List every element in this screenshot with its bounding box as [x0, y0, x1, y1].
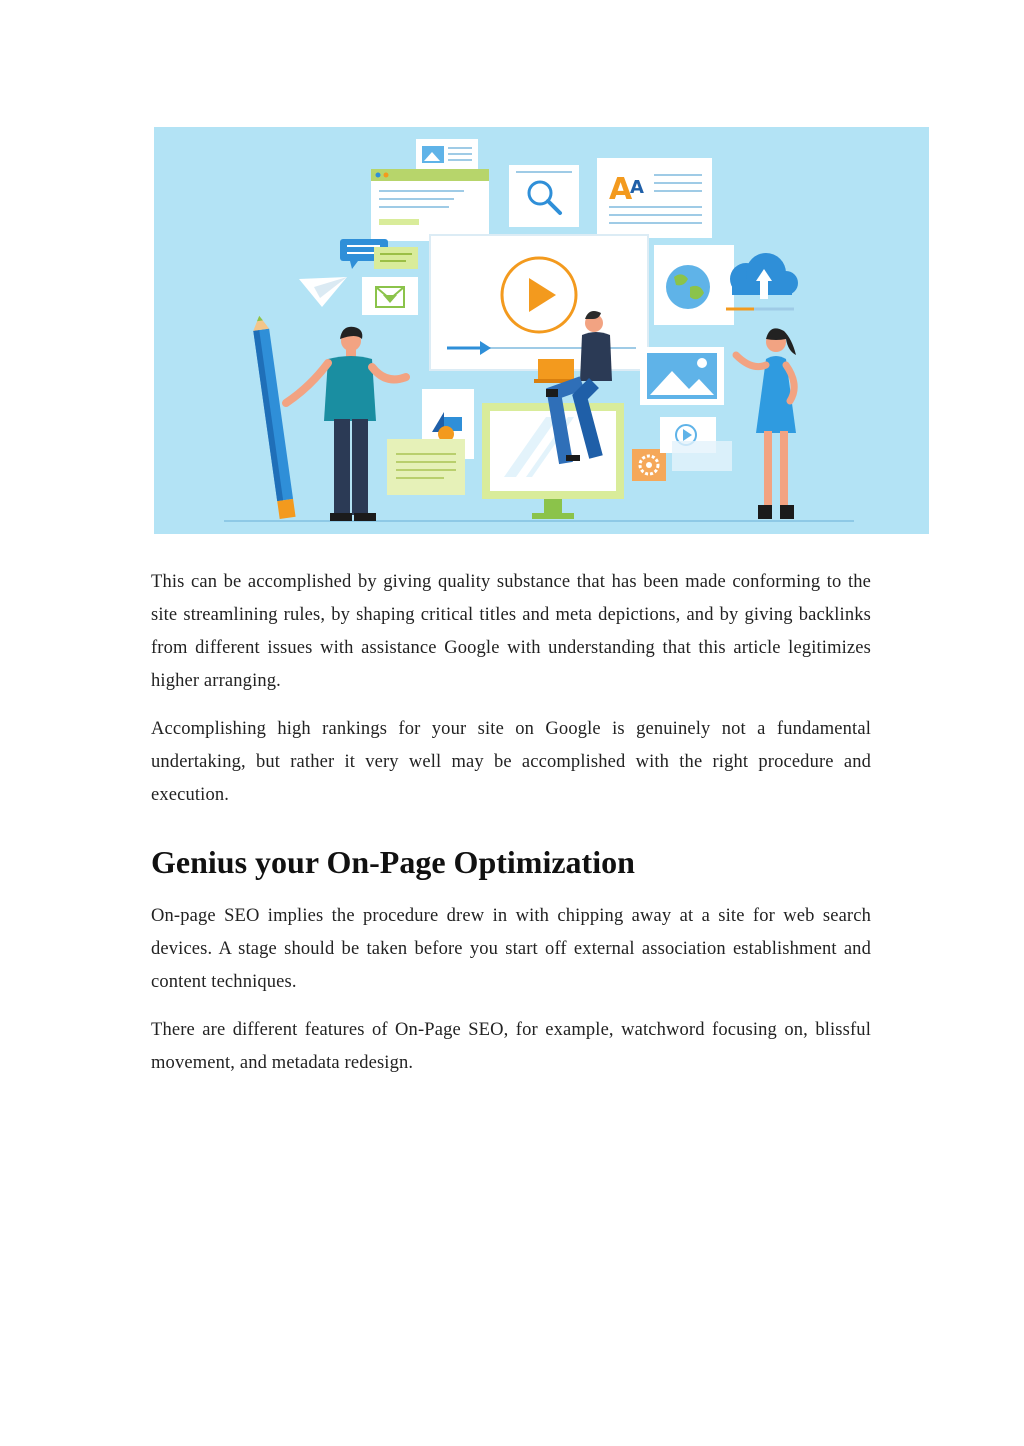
svg-text:A: A	[609, 172, 633, 207]
globe-card-icon	[654, 251, 734, 325]
note-card-icon	[387, 439, 465, 495]
seo-team-illustration	[154, 127, 929, 534]
section-heading: Genius your On-Page Optimization	[151, 844, 635, 880]
email-card-icon	[362, 277, 418, 315]
hero-illustration	[154, 127, 929, 534]
video-player-window	[430, 235, 648, 370]
gear-card-icon	[632, 449, 666, 481]
paragraph: Accomplishing high rankings for your site on Google is genuinely not a fundamental undertaking, but rather it very well may be accomplished with the right procedure and execution.	[151, 719, 871, 805]
browser-window-icon	[371, 169, 489, 241]
paragraph: On-page SEO implies the procedure drew in with chipping away at a site for web search devices. A stage should be taken before you start off external association establishment and content techniques.	[151, 906, 871, 992]
search-card-icon	[509, 165, 579, 227]
laptop-icon	[538, 359, 574, 381]
paragraph: There are different features of On-Page SEO, for example, watchword focusing on, blissful movement, and metadata redesign.	[151, 1020, 871, 1073]
font-card-icon	[597, 158, 712, 238]
svg-text:A: A	[630, 177, 644, 198]
paragraph: This can be accomplished by giving quality substance that has been made conforming to the site streamlining rules, by shaping critical titles and meta depictions, and by giving backlinks from different issues with assistance Google with understanding that this article legitimizes higher arranging.	[151, 572, 871, 691]
photo-card-icon	[640, 347, 724, 405]
article-body	[151, 566, 871, 1095]
image-card-icon	[416, 139, 478, 171]
header-bar	[654, 245, 734, 251]
